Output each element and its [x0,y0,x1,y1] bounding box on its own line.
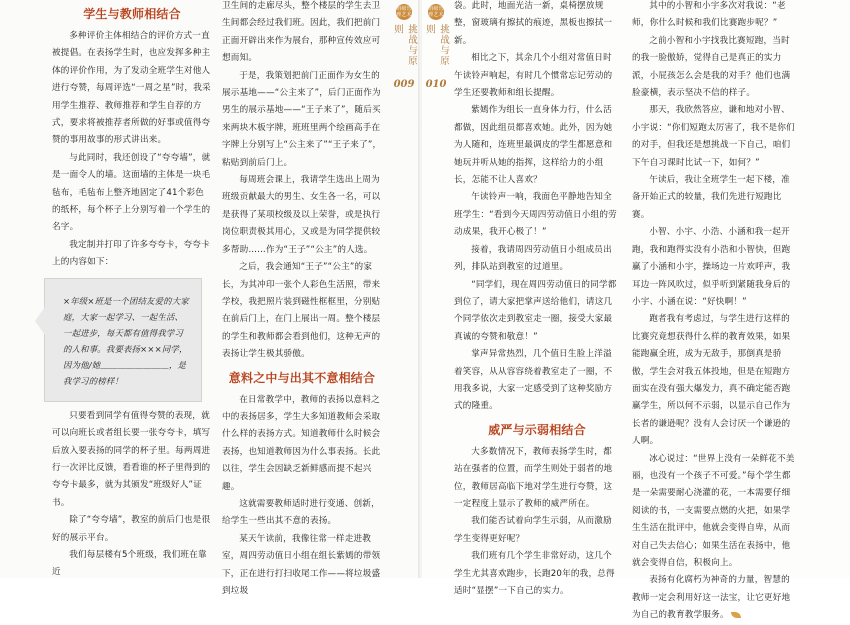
paragraph: 多种评价主体相结合的评价方式一直被提倡。在表扬学生时，也应发挥多种主体的评价作用，为了发动全班学生对他人进行夸赞，每周评选“一周之星”时，我采用学生推荐、教师推荐和学生自荐的方式，要求将被推荐者所做的好事或值得夸赞的事用故事的形式讲出来。 [52,31,211,146]
paragraph-closing [632,572,798,624]
paragraph: 于是，我策划把前门正面作为女生的展示基地——“公主来了”，后门正面作为男生的展示基地——“王子来了”，随后买来两块木板字牌，班班里两个绘画高手在字牌上分别写上“公主来了”“王子来了”，粘贴到前后门上。 [222,70,382,168]
leaf-ornament-icon [731,612,741,618]
paragraph: 之后，我会通知“王子”“公主”的家长，为其冲印一张个人彩色生活照，带来学校，我把照片装到磁性框框里，分别贴在前后门上，在门上展出一周。整个楼层的学生和教师都会看到他们，这种无声的表扬让学生极其骄傲。 [222,262,381,360]
praise-card-template [44,278,202,402]
paragraph: 午读铃声一响，我面色平静地告知全班学生：“看到今天周四劳动值日小组的劳动成果，我开心极了！” [454,192,617,238]
paragraph: 除了“夸夸墙”，教室的前后门也是很好的展示平台。 [52,515,211,543]
paragraph: 我们能否试着向学生示弱，从而激励学生变得更好呢？ [454,516,612,544]
paragraph: 接着，我请周四劳动值日小组成员出列，排队站到教室的过道里。 [454,244,612,273]
paragraph: 小智、小宇、小浩、小涵和我一起开跑，我和跑得实没有小浩和小智快，但跑赢了小涵和小宇，操场边一片欢呼声，我耳边一阵风吹过，似乎听到紧随我身后的小宇、小涵在说：“好快啊！” [632,227,791,307]
section-heading-expected-unexpected: 意料之中与出其不意相结合 [228,370,376,385]
right-page [422,0,850,621]
paragraph-closing-text: 表扬有化腐朽为神奇的力量，智慧的教师一定会利用好这一法宝，让它更好地为自己的教育教学服务。 [632,575,791,621]
paragraph: 每周班会课上，我请学生选出上周为班级贡献最大的男生、女生各一名，可以是获得了某项校级及以上荣誉，或是执行岗位职责极其用心，又或是为同学提供较多帮助……作为“王子”“公主”的人选。 [222,175,381,255]
paragraph: 紫嫣作为组长一直身体力行，什么活都做，因此组员都喜欢她。此外，因为她为人随和，连班里最调皮的学生都愿意和她玩并听从她的指挥，这样给力的小组长，怎能不让人喜欢？ [454,105,613,186]
left-page [0,0,420,596]
paragraph: 我们班有几个学生非常好动，这几个学生尤其喜欢跑步，长跑20年的我，总得适时“显摆”一下自己的实力。 [454,551,615,596]
chapter-title: 挑战与原则 [424,23,449,66]
paragraph: 袋。此时，地面光洁一新，桌椅摆放规整，窗玻璃有擦拭的痕迹，黑板也擦拭一新。 [454,1,613,46]
paragraph: 冰心说过：“世界上没有一朵鲜花不美丽，也没有一个孩子不可爱。”每个学生都是一朵需要耐心浇灌的花，一本需要仔细阅读的书，一支需要点燃的火把，如果学生生活在批评中，他就会变得自卑，从而对自己失去信心；如果生活在表扬中，他就会变得自信，积极向上。 [632,453,795,568]
paragraph: 某天午读前，我像往常一样走进教室，周四劳动值日小组在组长紫嫣的带领下，正在进行打扫收尾工作——将垃圾盛到垃圾 [222,533,381,596]
section-heading-students-teachers: 学生与教师相结合 [83,7,181,21]
right-page-column-1 [454,0,620,600]
right-side-tab [424,0,449,90]
paragraph: 我定制并打印了许多夸夸卡，夸夸卡上的内容如下： [52,239,210,268]
paragraph: 大多数情况下，教师表扬学生时，都站在强者的位置，而学生则处于弱者的地位，教师居高临下地对学生进行夸赞，这一定程度上显示了教师的威严所在。 [454,446,613,509]
left-page-column-2 [222,0,382,600]
paragraph: 午读后，我让全班学生一起下楼，准备开始正式的较量，我们先进行短跑比赛。 [632,175,790,220]
left-side-tab [392,0,417,90]
series-badge: 班级管理艺术 [396,5,412,18]
paragraph: 其中的小智和小宇多次对我说：“老师，你什么时候和我们比赛跑步呢？” [632,1,786,29]
paragraph: 相比之下，其余几个小组对常值日时午读铃声响起，有时几个惯常忘记劳动的学生还要教师和组长提醒。 [454,53,613,99]
paragraph: 卫生间的走廊尽头，整个楼层的学生去卫生间都会经过我们班。因此，我们把前门正面开辟出来作为展台，那种宣传效应可想而知。 [222,1,381,64]
right-page-column-2 [632,0,798,625]
paragraph: 与此同时，我还创设了“夸夸墙”，就是一面令人的墙。这面墙的主体是一块毛毡布，毛毡布上整齐地固定了41个彩色的纸杯，每个杯子上分别写着一个学生的名字。 [52,152,211,233]
paragraph: 掌声异常热烈，几个值日生脸上洋溢着笑容，从从容容绕着教室走了一圈，不用我多说，大家一定感受到了这种奖励方式的隆重。 [454,349,613,412]
chapter-title: 挑战与原则 [392,23,417,66]
left-page-column-1 [52,0,212,582]
page-number: 009 [393,79,415,90]
paragraph: 这就需要教师适时进行变通、创新，给学生一些出其不意的表扬。 [222,498,380,527]
section-heading-authority-weakness: 威严与示弱相结合 [488,422,586,437]
paragraph: 之前小智和小宇找我比赛短跑，当时的我一脸傲娇，觉得自己是真正的实力派，小屁孩怎么会是我的对手？他们也满脸豪横，表示坚决不信的样子。 [632,35,791,99]
series-badge: 班级管理艺术 [428,5,444,18]
paragraph: 我们每层楼有5个班级，我们班在靠近 [52,549,207,578]
paragraph: 在日常教学中，教师的表扬以意料之中的表扬居多，学生大多知道教师会采取什么样的表扬方式。知道教师什么时候会表扬，也知道教师因为什么事表扬。长此以往，学生会因缺乏新鲜感而提不起兴趣。 [222,394,381,492]
paragraph: “同学们，现在周四劳动值日的同学都到位了，请大家把掌声送给他们，请这几个同学依次走到教室走一圈，接受大家最真诚的夸赞和敬意！” [454,279,617,342]
paragraph: 只要看到同学有值得夸赞的表现，就可以向班长或者组长要一张夸夸卡，填写后放入要表扬的同学的杯子里。每两周进行一次评比反馈，看看谁的杯子里得到的夸夸卡最多，就为其颁发“班级好人”证书。 [52,410,211,508]
praise-card-text: ×年级×班是一个团结友爱的大家庭，大家一起学习、一起生活、一起进步，每天都有值得我学习的人和事。我要表扬×××同学，因为他/她＿＿＿＿＿＿＿＿，是我学习的榜样！ [63,295,189,386]
paragraph: 跑者我有考虑过，与学生进行这样的比赛究竟想获得什么样的教育效果，如果能跑赢全班，成为无敌手，那倒真是骄傲，学生会对我五体投地，但是在短跑方面实在没有强大爆发力，真不确定能否跑赢学生，所以何不示弱，以显示自己作为长者的谦逊呢？没有人会讨厌一个谦逊的人啊。 [632,314,791,447]
page-number: 010 [425,79,447,90]
paragraph: 那天，我欣然答应，谦和地对小智、小宇说：“你们短跑太厉害了，我不是你们的对手，但我还是想挑战一下自己，咱们下午自习课时比试一下，如何？” [632,105,795,168]
